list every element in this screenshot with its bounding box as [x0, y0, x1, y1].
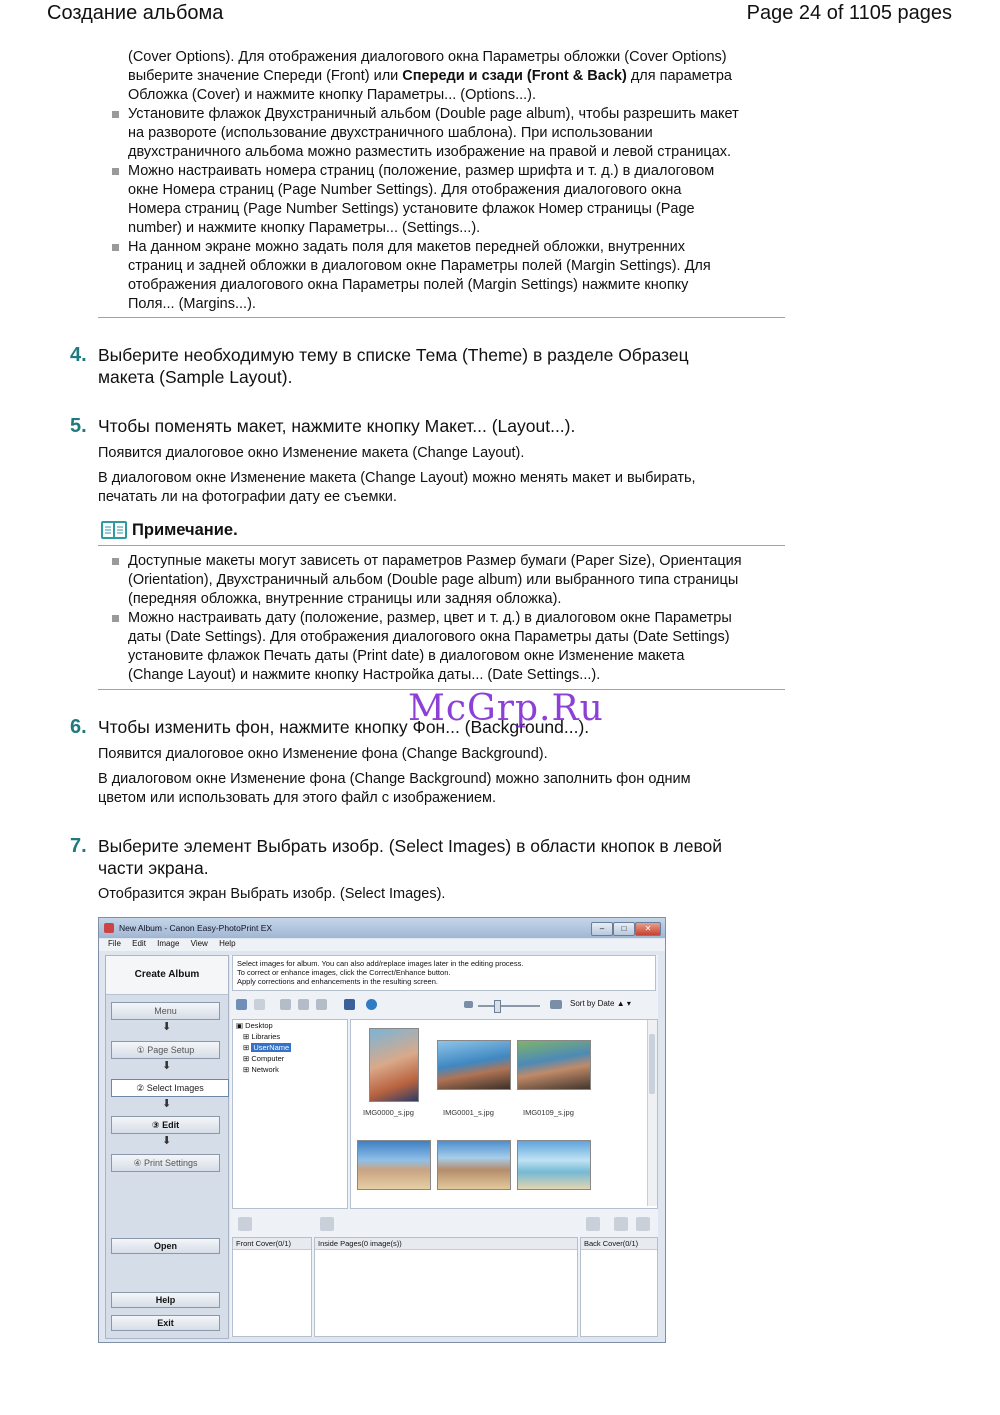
arrow-down-icon: ⬇	[162, 1060, 172, 1072]
note-heading	[100, 519, 238, 541]
list-item: Установите флажок Двухстраничный альбом (Double page album), чтобы разрешить макет на развороте (использование двухстраничного шаблона). При использовании двухстраничного альбома можно разместить изображение на правой и левой страницах.	[112, 105, 792, 162]
globe-icon[interactable]	[366, 999, 377, 1010]
book-icon	[100, 519, 128, 541]
menu-bar	[99, 939, 665, 951]
create-album-heading: Create Album	[106, 956, 228, 995]
select-images-button[interactable]: ② Select Images	[111, 1079, 229, 1097]
exit-button[interactable]: Exit	[111, 1315, 220, 1331]
list-item: Доступные макеты могут зависеть от параметров Размер бумаги (Paper Size), Ориентация (Orientation), Двухстраничный альбом (Double page album) или выбранного типа страницы (передняя обложка, внутренние страницы или задняя обложка).	[112, 552, 792, 609]
thumbnail-scrollbar[interactable]	[647, 1020, 657, 1206]
photo-thumbnail[interactable]	[437, 1040, 511, 1090]
photo-thumbnail[interactable]	[517, 1040, 591, 1090]
thumbnail-caption: IMG0001_s.jpg	[443, 1108, 494, 1117]
watermark: McGrp.Ru	[408, 688, 604, 729]
window-titlebar	[99, 918, 665, 938]
step-5-detail: В диалоговом окне Изменение макета (Change Layout) можно менять макет и выбирать, печатать ли на фотографии дату ее съемки.	[98, 470, 696, 505]
thumbnail-caption: IMG0000_s.jpg	[363, 1108, 414, 1117]
album-panels	[232, 1211, 656, 1337]
small-thumb-icon	[464, 1001, 473, 1008]
camera-icon[interactable]	[344, 999, 355, 1010]
page-setup-button[interactable]: ① Page Setup	[111, 1041, 220, 1059]
menu-button[interactable]: Menu	[111, 1002, 220, 1020]
page-info: Page 24 of 1105 pages	[746, 2, 952, 24]
step-6: 6. Чтобы изменить фон, нажмите кнопку Фон... (Background...).	[70, 716, 590, 738]
menu-help[interactable]: Help	[219, 939, 236, 948]
instructions-box: Select images for album. You can also add/replace images later in the editing process. To correct or enhance images, click the Correct/Enhance button. Apply corrections and enhancements in the resulting screen.	[232, 955, 656, 991]
list-item: Можно настраивать дату (положение, размер, цвет и т. д.) в диалоговом окне Параметры даты (Date Settings). Для отображения диалогового окна Параметры даты (Date Settings) установите флажок Печать даты (Print date) в диалоговом окне Изменение макета (Change Layout) и нажмите кнопку Настройка даты... (Date Settings...).	[112, 609, 792, 685]
step-number: 7.	[70, 835, 87, 857]
scrollbar-thumb[interactable]	[649, 1034, 655, 1094]
remove-icon[interactable]	[614, 1217, 628, 1231]
step-number: 4.	[70, 344, 87, 366]
menu-file[interactable]: File	[108, 939, 121, 948]
tree-item-computer[interactable]: ⊞ Computer	[243, 1054, 285, 1063]
help-button[interactable]: Help	[111, 1292, 220, 1308]
app-screenshot	[98, 917, 666, 1343]
step-7-result: Отобразится экран Выбрать изобр. (Select Images).	[98, 886, 446, 902]
list-item: На данном экране можно задать поля для макетов передней обложки, внутренних страниц и задней обложки в диалоговом окне Параметры полей (Margin Settings). Для отображения диалогового окна Параметры полей (Margin Settings) нажмите кнопку Поля... (Margins...).	[112, 238, 792, 314]
step-5-result: Появится диалоговое окно Изменение макета (Change Layout).	[98, 445, 525, 461]
front-cover-panel[interactable]: Front Cover(0/1)	[232, 1237, 312, 1337]
menu-image[interactable]: Image	[157, 939, 180, 948]
rotate-left-icon[interactable]	[280, 999, 291, 1010]
divider	[98, 545, 785, 546]
thumbnail-area	[350, 1019, 658, 1209]
deselect-icon[interactable]	[254, 999, 265, 1010]
open-button[interactable]: Open	[111, 1238, 220, 1254]
photo-thumbnail[interactable]	[437, 1140, 511, 1190]
window-title: New Album - Canon Easy-PhotoPrint EX	[119, 923, 273, 933]
step-7: 7. Выберите элемент Выбрать изобр. (Select Images) в области кнопок в левой части экрана.	[70, 835, 723, 878]
zoom-slider[interactable]	[478, 1005, 540, 1007]
text-line: (Cover Options). Для отображения диалогового окна Параметры обложки (Cover Options)	[128, 49, 727, 65]
bullet-icon	[112, 111, 119, 118]
maximize-button[interactable]: □	[613, 922, 635, 936]
add-inside-icon[interactable]	[320, 1217, 334, 1231]
slider-thumb[interactable]	[494, 1000, 501, 1013]
add-back-icon[interactable]	[586, 1217, 600, 1231]
main-area	[230, 955, 658, 1337]
photo-thumbnail[interactable]	[357, 1140, 431, 1190]
step-5: 5. Чтобы поменять макет, нажмите кнопку Макет... (Layout...).	[70, 415, 576, 437]
arrow-down-icon: ⬇	[162, 1098, 172, 1110]
note-list	[112, 552, 792, 685]
close-button[interactable]: ✕	[635, 922, 661, 936]
step-6-result: Появится диалоговое окно Изменение фона (Change Background).	[98, 746, 548, 762]
back-cover-panel[interactable]: Back Cover(0/1)	[580, 1237, 658, 1337]
thumbnail-caption: IMG0109_s.jpg	[523, 1108, 574, 1117]
photo-thumbnail[interactable]	[369, 1028, 419, 1102]
add-front-icon[interactable]	[238, 1217, 252, 1231]
tree-item-username[interactable]: ⊞ UserName	[243, 1043, 290, 1052]
print-settings-button[interactable]: ④ Print Settings	[111, 1154, 220, 1172]
app-icon	[104, 923, 114, 933]
step-4: 4. Выберите необходимую тему в списке Тема (Theme) в разделе Образец макета (Sample Layout).	[70, 344, 689, 387]
rotate-right-icon[interactable]	[298, 999, 309, 1010]
list-item: Можно настраивать номера страниц (положение, размер шрифта и т. д.) в диалоговом окне Номера страниц (Page Number Settings). Для отображения диалогового окна Номера страниц (Page Number Settings) установите флажок Номер страницы (Page number) и нажмите кнопку Параметры... (Settings...).	[112, 162, 792, 238]
select-all-icon[interactable]	[236, 999, 247, 1010]
note-label: Примечание.	[132, 520, 238, 539]
menu-edit[interactable]: Edit	[132, 939, 146, 948]
tree-item-network[interactable]: ⊞ Network	[243, 1065, 279, 1074]
menu-view[interactable]: View	[190, 939, 208, 948]
step-6-detail: В диалоговом окне Изменение фона (Change Background) можно заполнить фон одним цветом или использовать для этого файл с изображением.	[98, 771, 691, 806]
tree-item-desktop[interactable]: ▣ Desktop	[236, 1021, 273, 1030]
edit-button[interactable]: ③ Edit	[111, 1116, 220, 1134]
document-title: Создание альбома	[47, 2, 224, 24]
photo-thumbnail[interactable]	[517, 1140, 591, 1190]
bullet-icon	[112, 168, 119, 175]
inside-pages-panel[interactable]: Inside Pages(0 image(s))	[314, 1237, 578, 1337]
remove-all-icon[interactable]	[636, 1217, 650, 1231]
bold-fragment: Спереди и сзади (Front & Back)	[402, 68, 627, 84]
left-button-area	[105, 955, 229, 1339]
toolbar	[232, 995, 656, 1015]
minimize-button[interactable]: –	[591, 922, 613, 936]
large-thumb-icon	[550, 1000, 562, 1009]
correct-icon[interactable]	[316, 999, 327, 1010]
sort-dropdown[interactable]: Sort by Date ▲ ▾	[570, 999, 631, 1008]
tree-item-libraries[interactable]: ⊞ Libraries	[243, 1032, 281, 1041]
top-bullet-list	[112, 48, 792, 314]
step-number: 6.	[70, 716, 87, 738]
arrow-down-icon: ⬇	[162, 1021, 172, 1033]
bullet-icon	[112, 558, 119, 565]
bullet-icon	[112, 244, 119, 251]
bullet-icon	[112, 615, 119, 622]
arrow-down-icon: ⬇	[162, 1135, 172, 1147]
divider	[98, 317, 785, 318]
text-line: Обложка (Cover) и нажмите кнопку Параметры... (Options...).	[128, 87, 537, 103]
folder-tree	[232, 1019, 348, 1209]
list-item	[112, 48, 792, 105]
step-number: 5.	[70, 415, 87, 437]
text-line: выберите значение Спереди (Front) или Спереди и сзади (Front & Back) для параметра	[128, 68, 732, 84]
